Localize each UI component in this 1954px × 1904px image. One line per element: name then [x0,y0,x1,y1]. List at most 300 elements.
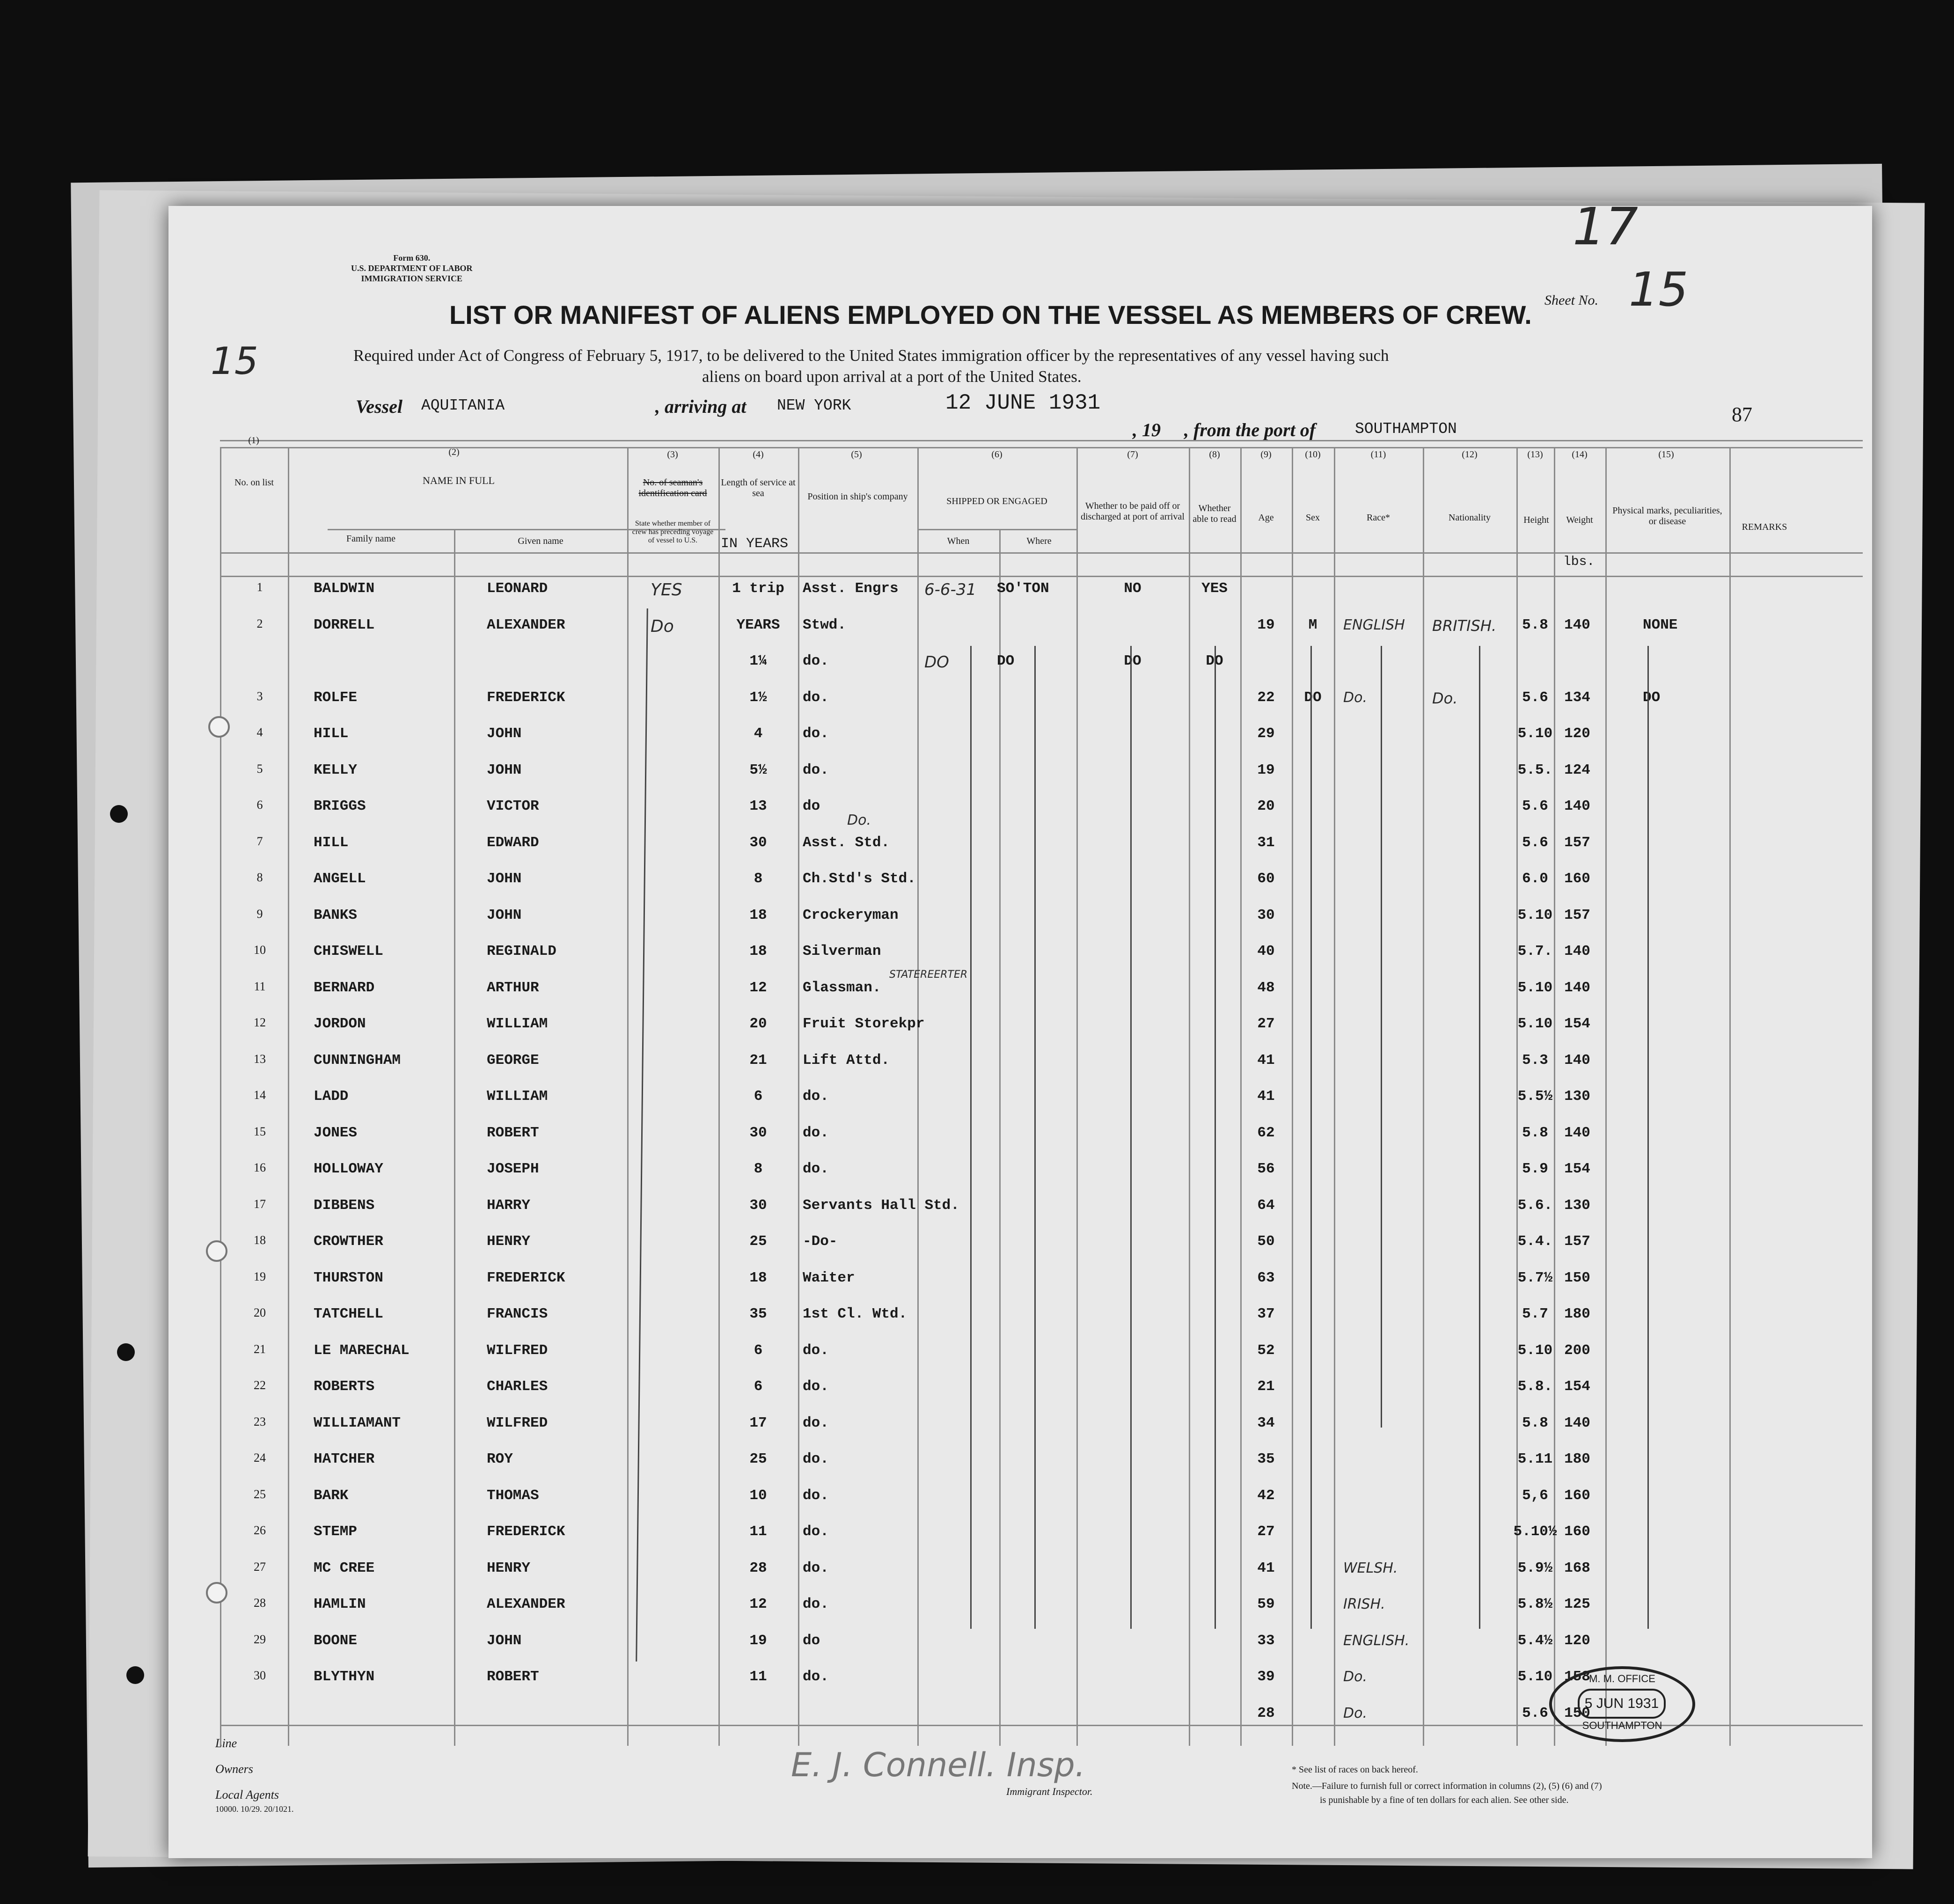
weight-cell: 140 [1564,979,1590,996]
office-stamp [1549,1666,1695,1742]
inspector-signature: E. J. Connell. Insp. [791,1746,1085,1784]
row-number: 30 [254,1669,266,1682]
manifest-sheet [168,197,1872,1858]
shipped-where-cell: DO [997,653,1015,669]
position-cell: do. [803,1487,829,1504]
given-name-cell: ROY [487,1451,513,1467]
race-cell: IRISH. [1343,1596,1385,1612]
given-name-cell: JOHN [487,907,522,923]
height-cell: 5.8 [1522,1124,1548,1141]
given-name-cell: GEORGE [487,1052,539,1069]
weight-cell: 154 [1564,1016,1590,1032]
arriving-label: , arriving at [655,396,746,417]
family-name-cell: LE MARECHAL [314,1342,410,1359]
header-no-on-list: No. on list [234,477,274,488]
family-name-cell: BALDWIN [314,580,375,597]
position-cell: do [803,798,820,814]
age-cell: 41 [1257,1088,1275,1105]
family-name-cell: JORDON [314,1016,366,1032]
table-top-rule [220,447,1863,448]
weight-cell: 140 [1564,798,1590,814]
service-years-cell: 12 [749,979,767,996]
service-years-cell: 17 [749,1414,767,1431]
weight-cell: 134 [1564,689,1590,706]
given-name-cell: FREDERICK [487,689,565,706]
able-read-cell: DO [1206,653,1223,669]
given-name-cell: WILFRED [487,1414,548,1431]
header-where: Where [1026,536,1052,546]
height-cell: 5.6 [1522,798,1548,814]
sheet-no-label: Sheet No. [1544,293,1598,308]
row12-correction: STATEREERTER [889,969,968,981]
given-name-cell: ALEXANDER [487,616,565,633]
weight-cell: 157 [1564,1233,1590,1250]
physical-marks-cell: DO [1643,689,1661,706]
footer-line-label: Line [215,1736,237,1750]
stamp-bottom: SOUTHAMPTON [1582,1720,1662,1731]
page-corner-number: 17 [1573,197,1638,256]
position-cell: do. [803,1523,829,1540]
col-num-2: (2) [448,447,460,457]
service-years-cell: 12 [749,1596,767,1612]
weight-cell: 140 [1564,1124,1590,1141]
age-cell: 50 [1257,1233,1275,1250]
weight-cell: 140 [1564,1414,1590,1431]
age-cell: 29 [1257,725,1275,742]
weight-cell: 160 [1564,1487,1590,1504]
row-number: 17 [254,1197,266,1211]
row-number: 8 [256,871,263,884]
weight-cell: 120 [1564,725,1590,742]
header-height: Height [1523,515,1549,525]
col-rule [917,447,919,1746]
row-number: 18 [254,1233,266,1247]
height-cell: 5.10 [1517,979,1553,996]
col-rule [454,529,455,1746]
age-cell: 60 [1257,871,1275,887]
row-number: 15 [254,1124,266,1138]
height-cell: 5.5. [1517,762,1553,778]
given-name-cell: JOHN [487,725,522,742]
ditto-stroke [1034,646,1036,1629]
footer-owners-label: Owners [215,1762,253,1776]
service-years-cell: 30 [749,1197,767,1214]
weight-cell: 140 [1564,616,1590,633]
family-name-cell: HAMLIN [314,1596,366,1612]
ditto-stroke [1310,646,1312,1629]
sex-cell: M [1308,616,1317,633]
form-department: U.S. DEPARTMENT OF LABOR [351,264,473,273]
ditto-stroke [636,608,653,1662]
height-cell: 5.6. [1517,1197,1553,1214]
height-cell: 5.10 [1517,1342,1553,1359]
previous-voyage-cell: YES [651,580,682,600]
height-cell: 5.8 [1522,1414,1548,1431]
age-cell: 28 [1257,1705,1275,1721]
weight-cell: 130 [1564,1197,1590,1214]
position-cell: do. [803,762,829,778]
given-name-cell: ROBERT [487,1669,539,1685]
given-name-cell: REGINALD [487,943,556,959]
position-cell: do. [803,1124,829,1141]
given-name-cell: ARTHUR [487,979,539,996]
header-paid-off: Whether to be paid off or discharged at port of arrival [1081,501,1185,522]
service-years-cell: 1¼ [749,653,767,669]
height-cell: 5.10 [1517,1669,1553,1685]
col-rule [718,447,720,1746]
service-years-cell: 21 [749,1052,767,1069]
header-shipped: SHIPPED OR ENGAGED [946,496,1047,506]
race-cell: Do. [1343,1669,1367,1685]
height-cell: 5.7. [1517,943,1553,959]
service-years-cell: 10 [749,1487,767,1504]
position-cell: Crockeryman [803,907,899,923]
nationality-cell: Do. [1432,689,1458,707]
weight-cell: 120 [1564,1632,1590,1649]
age-cell: 42 [1257,1487,1275,1504]
service-years-cell: 30 [749,834,767,851]
service-years-cell: 5½ [749,762,767,778]
form-service: IMMIGRATION SERVICE [361,274,463,283]
row-number: 4 [256,725,263,739]
family-name-cell: HILL [314,725,349,742]
header-remarks: REMARKS [1742,522,1787,532]
form-block [351,253,473,284]
col-rule [627,447,629,1746]
height-cell: 6.0 [1522,871,1548,887]
col-num-4: (4) [753,449,764,460]
position-cell: do. [803,653,829,669]
position-cell: do. [803,1560,829,1576]
col-rule [798,447,799,1746]
family-name-cell: HOLLOWAY [314,1161,383,1177]
age-cell: 30 [1257,907,1275,923]
service-years-cell: 6 [754,1378,763,1395]
position-cell: do. [803,1342,829,1359]
position-cell: do. [803,1414,829,1431]
ditto-stroke [1381,646,1382,1428]
family-name-cell: CROWTHER [314,1233,383,1250]
service-years-cell: 18 [749,907,767,923]
given-name-cell: WILLIAM [487,1016,548,1032]
given-name-cell: FREDERICK [487,1523,565,1540]
row-number: 25 [254,1487,266,1501]
row-number: 5 [256,762,263,776]
height-cell: 5.11 [1517,1451,1553,1467]
given-name-cell: FREDERICK [487,1269,565,1286]
punch-hole [206,1240,227,1262]
service-years-cell: 8 [754,1161,763,1177]
age-cell: 56 [1257,1161,1275,1177]
given-name-cell: JOSEPH [487,1161,539,1177]
family-name-cell: BARK [314,1487,349,1504]
height-cell: 5.9½ [1517,1560,1553,1576]
family-name-cell: CHISWELL [314,943,383,959]
subtitle-line1: Required under Act of Congress of February 5, 1917, to be delivered to the United States immigration officer by the representatives of any vessel having such [353,346,1389,365]
row-number: 13 [254,1052,266,1066]
header-bottom-rule [220,552,1863,554]
col-num-6: (6) [991,449,1003,460]
height-cell: 5.8 [1522,616,1548,633]
family-name-cell: BOONE [314,1632,358,1649]
height-cell: 5.6 [1522,689,1548,706]
header-sex: Sex [1306,513,1320,523]
position-cell: do. [803,1378,829,1395]
weight-cell: 140 [1564,1052,1590,1069]
arrival-port: NEW YORK [777,397,851,414]
row-number: 20 [254,1306,266,1319]
row-number: 28 [254,1596,266,1610]
service-years-cell: 6 [754,1342,763,1359]
ditto-stroke [1215,646,1216,1629]
paid-off-cell: NO [1124,580,1142,597]
height-cell: 5.10 [1517,725,1553,742]
row-number: 29 [254,1632,266,1646]
voyage-rule [220,440,1863,441]
col-rule [220,447,221,1746]
weight-cell: 154 [1564,1378,1590,1395]
from-port: SOUTHAMPTON [1355,420,1457,438]
age-cell: 39 [1257,1669,1275,1685]
height-cell: 5.6 [1522,834,1548,851]
family-name-cell: BERNARD [314,979,375,996]
row-number: 7 [256,834,263,848]
footnote-fine-1: Note.—Failure to furnish full or correct information in columns (2), (5) (6) and (7) [1292,1781,1602,1791]
family-name-cell: ROBERTS [314,1378,375,1395]
arrival-date: 12 JUNE 1931 [945,391,1101,415]
footnote-races: * See list of races on back hereof. [1292,1765,1418,1775]
service-years-cell: 6 [754,1088,763,1105]
given-name-cell: JOHN [487,871,522,887]
position-cell: do. [803,1161,829,1177]
col-num-3: (3) [667,449,678,460]
col-num-12: (12) [1462,449,1478,460]
position-cell: Fruit Storekpr [803,1016,925,1032]
header-lbs: lbs. [1563,555,1595,569]
header-nationality: Nationality [1449,513,1491,523]
stamp-date: 5 JUN 1931 [1578,1689,1666,1719]
height-cell: 5.10 [1517,907,1553,923]
age-cell: 27 [1257,1016,1275,1032]
age-cell: 63 [1257,1269,1275,1286]
position-cell: do. [803,1451,829,1467]
col-num-10: (10) [1305,449,1321,460]
position-cell: Asst. Engrs [803,580,899,597]
header-in-years: IN YEARS [721,536,789,552]
weight-cell: 160 [1564,871,1590,887]
footer-agents-label: Local Agents [215,1788,279,1801]
col-rule [1554,447,1555,1746]
col-num-15: (15) [1658,449,1674,460]
header-length-service: Length of service at sea [721,477,796,498]
nationality-cell: BRITISH. [1432,616,1497,635]
row-number: 14 [254,1088,266,1102]
page-number: 87 [1732,403,1752,426]
service-years-cell: 28 [749,1560,767,1576]
weight-cell: 150 [1564,1705,1590,1721]
subtitle-line2: aliens on board upon arrival at a port of the United States. [702,367,1082,386]
ditto-stroke [1647,646,1649,1629]
given-name-cell: HARRY [487,1197,531,1214]
family-name-cell: CUNNINGHAM [314,1052,401,1069]
weight-cell: 200 [1564,1342,1590,1359]
given-name-cell: FRANCIS [487,1306,548,1322]
age-cell: 34 [1257,1414,1275,1431]
row-number: 23 [254,1414,266,1428]
given-name-cell: EDWARD [487,834,539,851]
service-years-cell: 13 [749,798,767,814]
age-cell: 35 [1257,1451,1275,1467]
family-name-cell: WILLIAMANT [314,1414,401,1431]
header-bottom-rule-2 [220,576,1863,577]
shipped-when-cell: 6-6-31 [924,580,977,599]
row-number: 3 [256,689,263,703]
position-cell: do [803,1632,820,1649]
paid-off-cell: DO [1124,653,1142,669]
service-years-cell: 30 [749,1124,767,1141]
service-years-cell: 25 [749,1451,767,1467]
race-cell: ENGLISH [1343,616,1405,633]
col-num-7: (7) [1127,449,1138,460]
sheet-number: 15 [1629,262,1689,317]
position-cell: do. [803,1088,829,1105]
col-num-5: (5) [851,449,862,460]
family-name-cell: LADD [314,1088,349,1105]
age-cell: 52 [1257,1342,1275,1359]
height-cell: 5.10½ [1513,1523,1557,1540]
height-cell: 5.7½ [1517,1269,1553,1286]
weight-cell: 125 [1564,1596,1590,1612]
header-given-name: Given name [518,536,564,546]
age-cell: 31 [1257,834,1275,851]
col-rule [1189,447,1190,1746]
position-cell: Glassman. [803,979,881,996]
weight-cell: 157 [1564,907,1590,923]
row-number: 6 [256,798,263,812]
row-number: 22 [254,1378,266,1392]
race-cell: Do. [1343,689,1367,706]
family-name-cell: THURSTON [314,1269,383,1286]
vessel-name: AQUITANIA [421,397,505,414]
previous-voyage-cell: Do [651,616,674,636]
family-name-cell: KELLY [314,762,358,778]
col-num-8: (8) [1209,449,1220,460]
col-rule [999,529,1001,1746]
age-cell: 21 [1257,1378,1275,1395]
service-years-cell: 1½ [749,689,767,706]
weight-cell: 130 [1564,1088,1590,1105]
row-number: 9 [256,907,263,921]
position-cell: Asst. Std. [803,834,890,851]
ditto-stroke [1130,646,1132,1629]
family-name-cell: HILL [314,834,349,851]
height-cell: 5.3 [1522,1052,1548,1069]
punch-hole [117,1343,135,1361]
age-cell: 41 [1257,1560,1275,1576]
given-name-cell: WILFRED [487,1342,548,1359]
family-name-cell: HATCHER [314,1451,375,1467]
service-years-cell: 19 [749,1632,767,1649]
inspector-label: Immigrant Inspector. [1006,1786,1093,1797]
age-cell: 19 [1257,616,1275,633]
height-cell: 5.8½ [1517,1596,1553,1612]
row-number: 24 [254,1451,266,1465]
shipped-where-cell: SO'TON [997,580,1049,597]
age-cell: 41 [1257,1052,1275,1069]
row-number: 16 [254,1161,266,1174]
weight-cell: 168 [1564,1560,1590,1576]
col-num-9: (9) [1260,449,1272,460]
header-id-card: No. of seaman's identification card [638,477,707,498]
col-num-13: (13) [1527,449,1543,460]
family-name-cell: STEMP [314,1523,358,1540]
header-weight: Weight [1566,515,1593,525]
position-cell: do. [803,1669,829,1685]
ditto-stroke [1479,646,1480,1629]
height-cell: 5.8. [1517,1378,1553,1395]
row-number: 2 [256,616,263,630]
col-rule [288,447,289,1746]
family-name-cell: ANGELL [314,871,366,887]
height-cell: 5.5½ [1517,1088,1553,1105]
given-name-cell: VICTOR [487,798,539,814]
from-port-label: , from the port of [1184,419,1316,440]
header-age: Age [1258,513,1274,523]
row-number: 12 [254,1016,266,1029]
family-name-cell: BANKS [314,907,358,923]
service-years-cell: 18 [749,1269,767,1286]
given-name-cell: JOHN [487,1632,522,1649]
family-name-cell: BRIGGS [314,798,366,814]
family-name-cell: DORRELL [314,616,375,633]
service-years-cell: 25 [749,1233,767,1250]
col-num-11: (11) [1370,449,1386,460]
given-name-cell: CHARLES [487,1378,548,1395]
weight-cell: 158 [1564,1669,1590,1685]
family-name-cell: TATCHELL [314,1306,383,1322]
race-cell: Do. [1343,1705,1367,1721]
given-name-cell: JOHN [487,762,522,778]
age-cell: 33 [1257,1632,1275,1649]
service-years-cell: 18 [749,943,767,959]
col-rule [1292,447,1293,1746]
age-cell: 48 [1257,979,1275,996]
position-cell: Ch.Std's Std. [803,871,916,887]
stamp-top: M. M. OFFICE [1589,1673,1655,1684]
footer-print-code: 10000. 10/29. 20/1021. [215,1804,294,1814]
col-rule [1423,447,1424,1746]
col-rule [1605,447,1607,1746]
row-number: 26 [254,1523,266,1537]
given-name-cell: HENRY [487,1233,531,1250]
height-cell: 5.4½ [1517,1632,1553,1649]
col-num-14: (14) [1572,449,1588,460]
position-cell: Lift Attd. [803,1052,890,1069]
position-cell: -Do- [803,1233,838,1250]
row-number: 21 [254,1342,266,1356]
age-cell: 64 [1257,1197,1275,1214]
family-name-cell: ROLFE [314,689,358,706]
row-number: 10 [254,943,266,957]
col-rule [1729,447,1731,1746]
header-race: Race* [1367,513,1390,523]
service-years-cell: 1 trip [732,580,784,597]
age-cell: 20 [1257,798,1275,814]
service-years-cell: 20 [749,1016,767,1032]
position-cell: Waiter [803,1269,855,1286]
race-cell: WELSH. [1343,1560,1398,1576]
weight-cell: 180 [1564,1451,1590,1467]
